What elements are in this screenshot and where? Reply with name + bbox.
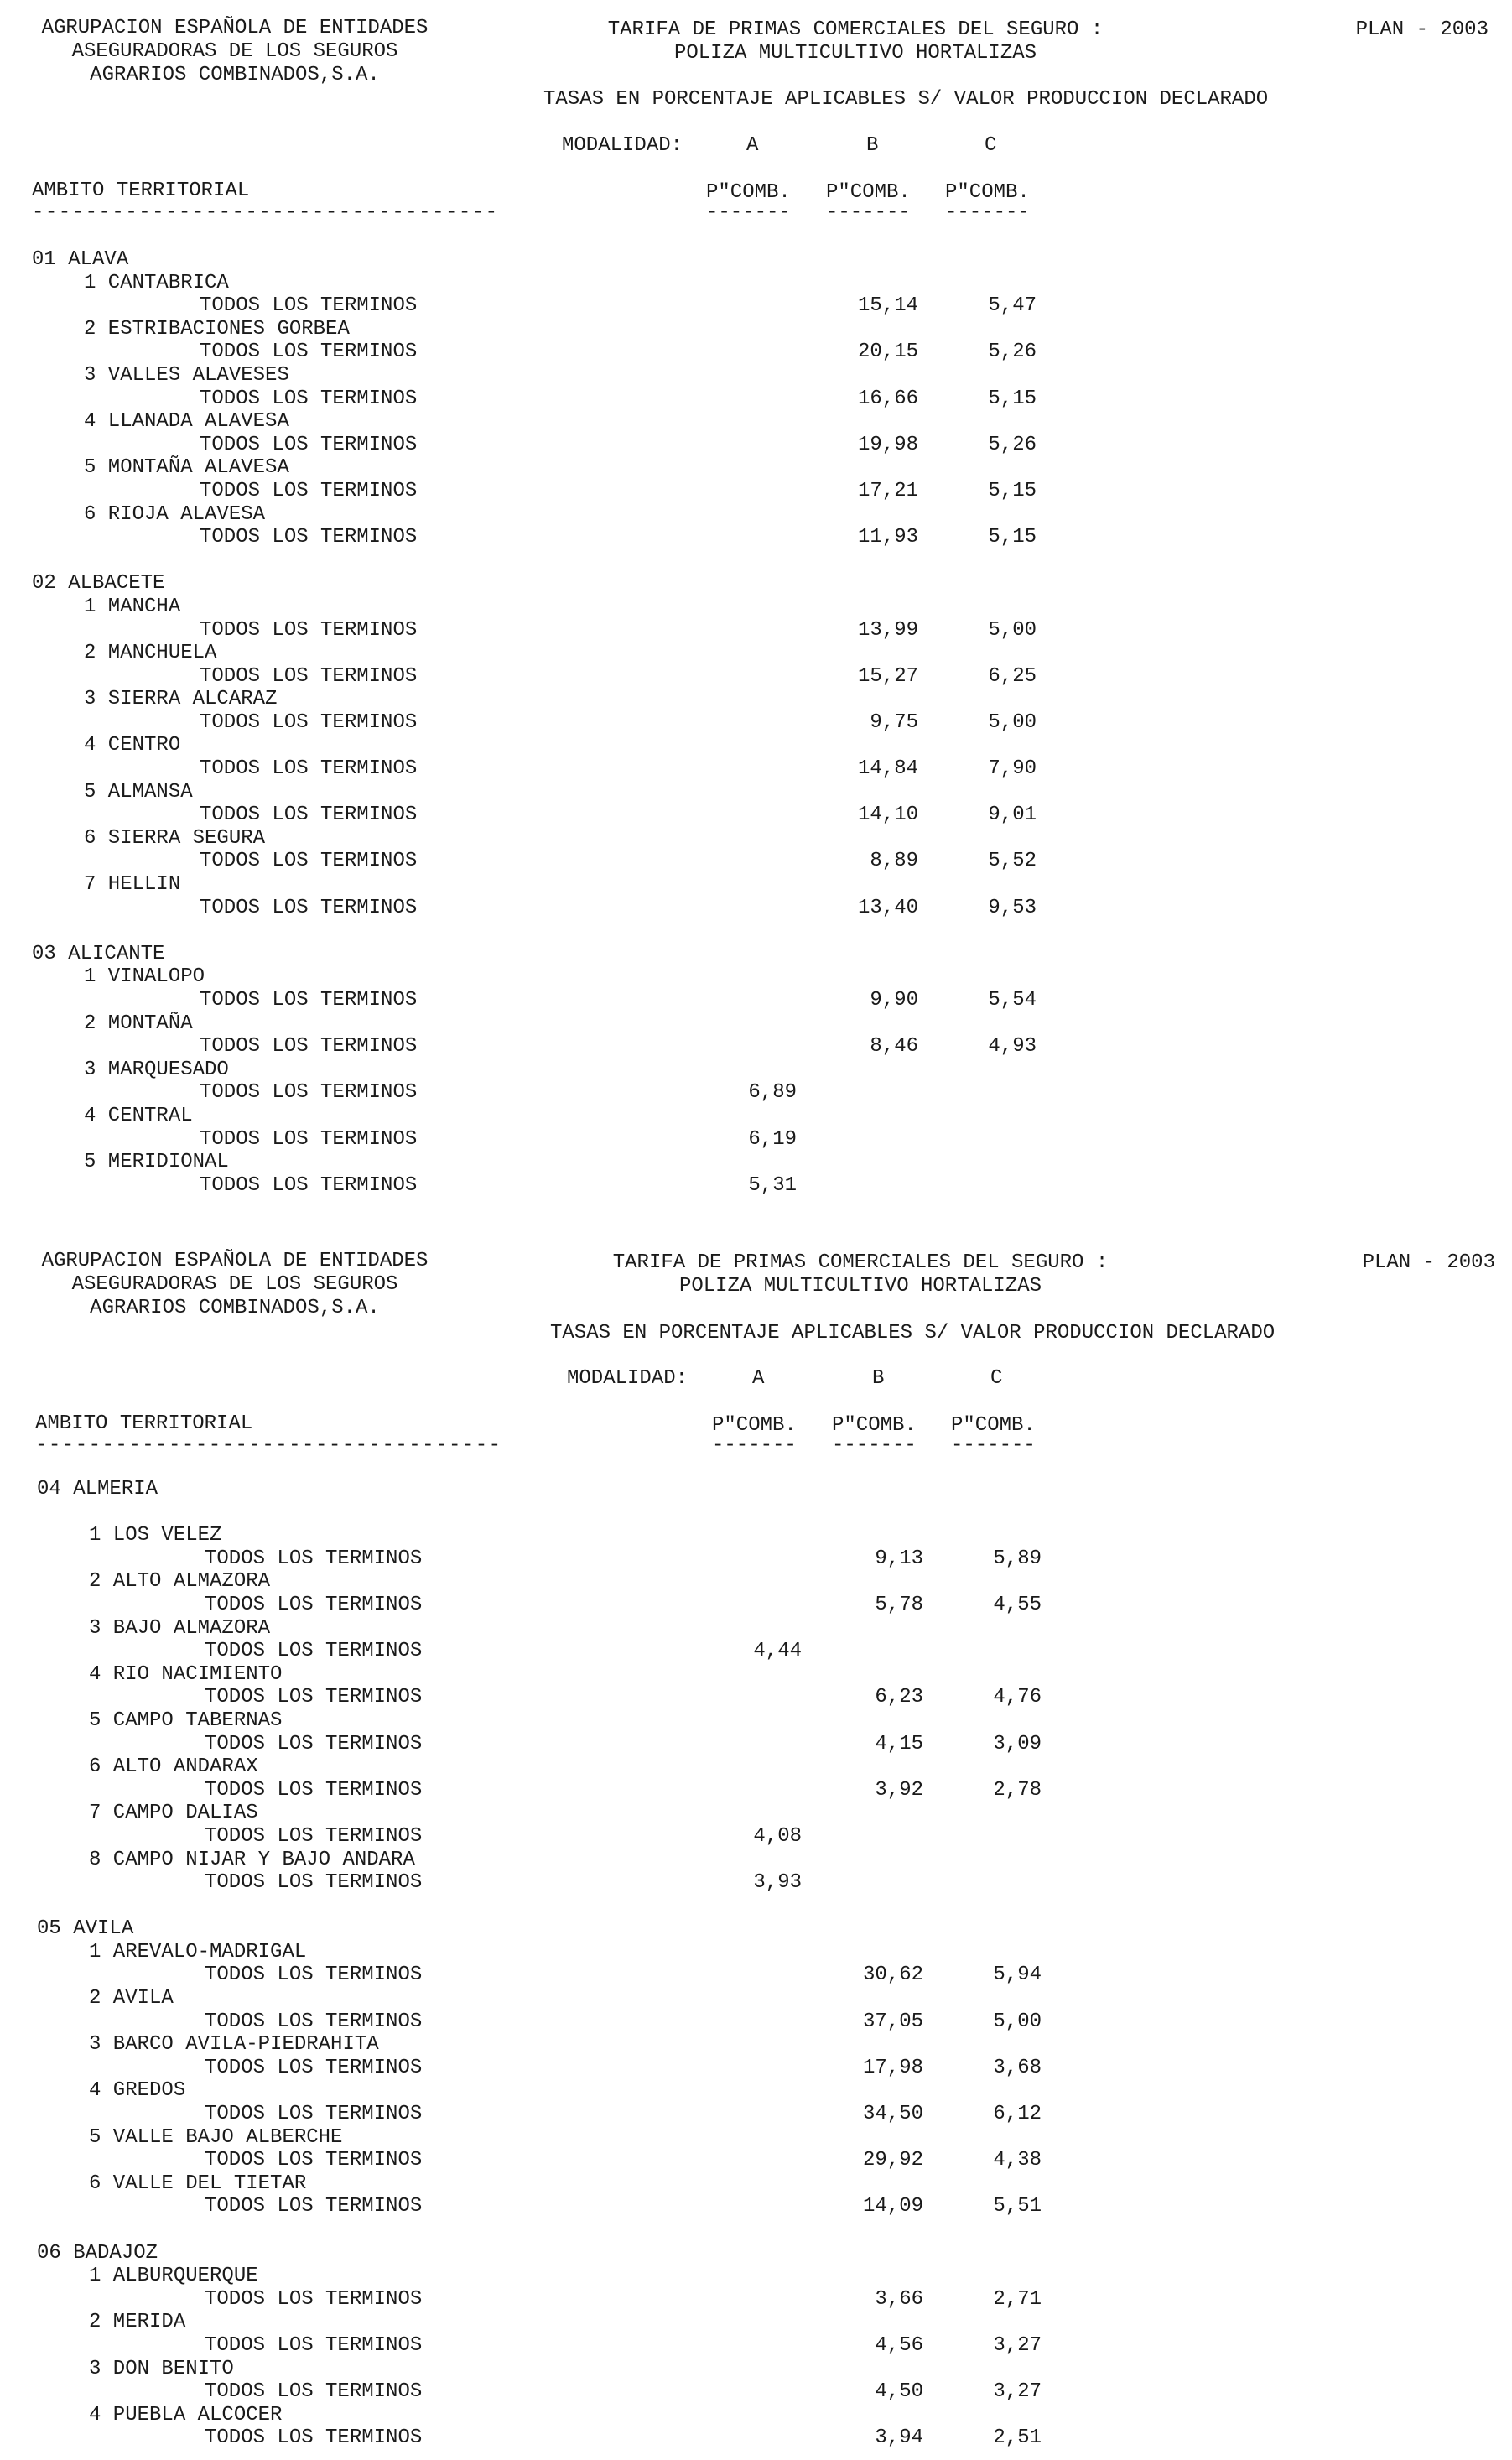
modalidad-label: MODALIDAD: (562, 134, 683, 157)
terms-row (0, 665, 1512, 689)
zone-row: 5 VALLE BAJO ALBERCHE (89, 2125, 343, 2149)
rate-b: 9,90 (870, 989, 918, 1012)
rate-b: 3,66 (875, 2287, 923, 2311)
plan-year: PLAN - 2003 (1355, 18, 1489, 41)
rate-c: 3,27 (993, 2380, 1042, 2404)
doc-title-line-2: POLIZA MULTICULTIVO HORTALIZAS (678, 1275, 1042, 1298)
terms-row (5, 1871, 1512, 1895)
terms-label: TODOS LOS TERMINOS (200, 433, 418, 456)
rate-c: 5,26 (988, 341, 1037, 364)
zone-row: 3 MARQUESADO (84, 1058, 229, 1081)
rate-b: 29,92 (862, 2149, 923, 2172)
terms-row (5, 2426, 1512, 2450)
org-name-line-1: AGRUPACION ESPAÑOLA DE ENTIDADES (41, 1250, 429, 1272)
rate-b: 37,05 (862, 2010, 923, 2033)
terms-label: TODOS LOS TERMINOS (200, 896, 418, 919)
terms-label: TODOS LOS TERMINOS (205, 2287, 423, 2311)
terms-row (0, 1128, 1512, 1152)
rate-c: 7,90 (988, 757, 1037, 781)
terms-row (5, 1686, 1512, 1709)
modalidad-a: A (746, 134, 759, 157)
province-row: 03 ALICANTE (32, 942, 165, 965)
terms-row (5, 2010, 1512, 2034)
zone-row: 8 CAMPO NIJAR Y BAJO ANDARA (89, 1848, 415, 1871)
terms-label: TODOS LOS TERMINOS (200, 757, 418, 781)
zone-row: 4 CENTRO (84, 734, 181, 757)
rate-c: 2,51 (993, 2426, 1042, 2450)
zone-row: 7 CAMPO DALIAS (89, 1802, 258, 1825)
zone-row: 1 AREVALO-MADRIGAL (89, 1940, 307, 1963)
rate-b: 6,23 (875, 1686, 923, 1709)
spacer (5, 1895, 1512, 1918)
ambito-territorial-heading: AMBITO TERRITORIAL (35, 1412, 253, 1435)
rate-b: 8,46 (870, 1035, 918, 1058)
col-header-b: P"COMB. (832, 1414, 917, 1437)
org-name-line-3: AGRARIOS COMBINADOS,S.A. (90, 64, 380, 86)
terms-label: TODOS LOS TERMINOS (200, 989, 418, 1012)
rate-b: 14,09 (862, 2195, 923, 2218)
rate-c: 6,25 (988, 664, 1037, 688)
terms-row (0, 1081, 1512, 1105)
rate-b: 15,14 (857, 294, 918, 318)
terms-label: TODOS LOS TERMINOS (200, 479, 418, 502)
terms-label: TODOS LOS TERMINOS (205, 1871, 423, 1895)
zone-row: 4 RIO NACIMIENTO (89, 1662, 283, 1686)
rate-c: 2,78 (993, 1778, 1042, 1802)
zone-row: 5 CAMPO TABERNAS (89, 1708, 283, 1732)
col-header-a: P"COMB. (706, 181, 791, 204)
spacer (5, 1501, 1512, 1525)
zone-row: 6 VALLE DEL TIETAR (89, 2171, 307, 2195)
zone-row: 2 MERIDA (89, 2311, 186, 2334)
zone-row: 3 BARCO AVILA-PIEDRAHITA (89, 2033, 379, 2057)
terms-label: TODOS LOS TERMINOS (205, 2149, 423, 2172)
rates-table (0, 248, 1512, 1197)
rate-a: 4,08 (753, 1824, 802, 1848)
rate-a: 6,19 (748, 1127, 797, 1151)
terms-row (0, 804, 1512, 827)
rate-b: 9,75 (870, 710, 918, 734)
rate-c: 5,51 (993, 2195, 1042, 2218)
ambito-territorial-heading: AMBITO TERRITORIAL (32, 179, 250, 202)
terms-label: TODOS LOS TERMINOS (200, 1035, 418, 1058)
zone-row: 3 SIERRA ALCARAZ (84, 688, 278, 711)
rate-b: 3,94 (875, 2426, 923, 2450)
terms-row (0, 1035, 1512, 1058)
zone-row: 5 ALMANSA (84, 780, 193, 804)
terms-label: TODOS LOS TERMINOS (205, 1732, 423, 1755)
rates-table (5, 1478, 1512, 2450)
terms-row (5, 2288, 1512, 2312)
rate-c: 5,00 (993, 2010, 1042, 2033)
zone-row: 3 DON BENITO (89, 2357, 234, 2380)
terms-label: TODOS LOS TERMINOS (205, 1686, 423, 1709)
terms-row (0, 757, 1512, 781)
terms-row (0, 711, 1512, 735)
terms-row (0, 897, 1512, 920)
terms-label: TODOS LOS TERMINOS (200, 710, 418, 734)
terms-label: TODOS LOS TERMINOS (200, 1081, 418, 1105)
zone-row: 5 MERIDIONAL (84, 1151, 229, 1174)
terms-row (5, 2149, 1512, 2172)
rate-c: 5,47 (988, 294, 1037, 318)
rate-c: 5,00 (988, 710, 1037, 734)
zone-row: 2 ALTO ALMAZORA (89, 1570, 271, 1594)
terms-label: TODOS LOS TERMINOS (205, 2333, 423, 2357)
terms-row (5, 1547, 1512, 1571)
terms-label: TODOS LOS TERMINOS (205, 1593, 423, 1616)
rate-c: 5,54 (988, 989, 1037, 1012)
terms-label: TODOS LOS TERMINOS (205, 1778, 423, 1802)
terms-label: TODOS LOS TERMINOS (205, 2103, 423, 2126)
terms-row (5, 2334, 1512, 2358)
rate-c: 4,38 (993, 2149, 1042, 2172)
terms-row (0, 341, 1512, 364)
rate-c: 5,89 (993, 1547, 1042, 1570)
province-row: 05 AVILA (37, 1917, 134, 1941)
rates-subtitle: TASAS EN PORCENTAJE APLICABLES S/ VALOR PRODUCCION DECLARADO (543, 88, 1269, 111)
org-name-line-2: ASEGURADORAS DE LOS SEGUROS (71, 1273, 398, 1296)
terms-label: TODOS LOS TERMINOS (200, 526, 418, 549)
zone-row: 4 CENTRAL (84, 1104, 193, 1127)
rate-c: 5,52 (988, 850, 1037, 873)
rate-c: 4,55 (993, 1593, 1042, 1616)
spacer (5, 2218, 1512, 2242)
col-header-b: P"COMB. (826, 181, 911, 204)
rate-a: 3,93 (753, 1871, 802, 1895)
modalidad-label: MODALIDAD: (567, 1367, 688, 1390)
rate-c: 5,15 (988, 526, 1037, 549)
province-row: 04 ALMERIA (37, 1478, 158, 1500)
zone-row: 6 RIOJA ALAVESA (84, 502, 266, 526)
rate-b: 5,78 (875, 1593, 923, 1616)
rate-c: 5,94 (993, 1963, 1042, 1987)
rate-c: 3,68 (993, 2056, 1042, 2079)
rate-b: 4,56 (875, 2333, 923, 2357)
modalidad-c: C (990, 1367, 1003, 1390)
col-rule-a: ------- (706, 201, 791, 224)
terms-row (5, 1825, 1512, 1849)
terms-label: TODOS LOS TERMINOS (200, 387, 418, 410)
zone-row: 5 MONTAÑA ALAVESA (84, 456, 289, 480)
rate-c: 3,09 (993, 1732, 1042, 1755)
rate-b: 20,15 (857, 341, 918, 364)
terms-row (0, 480, 1512, 503)
terms-row (0, 989, 1512, 1012)
spacer (0, 549, 1512, 573)
terms-row (0, 526, 1512, 549)
terms-label: TODOS LOS TERMINOS (200, 850, 418, 873)
modalidad-c: C (985, 134, 997, 157)
org-name-line-3: AGRARIOS COMBINADOS,S.A. (90, 1297, 380, 1319)
terms-label: TODOS LOS TERMINOS (205, 2380, 423, 2404)
rate-c: 9,53 (988, 896, 1037, 919)
province-row: 06 BADAJOZ (37, 2241, 158, 2265)
zone-row: 4 LLANADA ALAVESA (84, 410, 289, 434)
rate-c: 5,15 (988, 479, 1037, 502)
zone-row: 1 MANCHA (84, 595, 181, 618)
zone-row: 2 MANCHUELA (84, 642, 217, 665)
rate-c: 3,27 (993, 2333, 1042, 2357)
doc-title-line-1: TARIFA DE PRIMAS COMERCIALES DEL SEGURO : (607, 18, 1104, 41)
org-name-line-1: AGRUPACION ESPAÑOLA DE ENTIDADES (41, 17, 429, 39)
zone-row: 1 VINALOPO (84, 965, 205, 989)
zone-row: 1 LOS VELEZ (89, 1524, 222, 1547)
terms-label: TODOS LOS TERMINOS (205, 1963, 423, 1987)
rate-b: 16,66 (857, 387, 918, 410)
rate-b: 34,50 (862, 2103, 923, 2126)
col-header-a: P"COMB. (712, 1414, 797, 1437)
rate-a: 5,31 (748, 1173, 797, 1197)
terms-row (0, 294, 1512, 318)
doc-title-line-2: POLIZA MULTICULTIVO HORTALIZAS (673, 42, 1037, 65)
rate-b: 14,84 (857, 757, 918, 781)
terms-label: TODOS LOS TERMINOS (200, 341, 418, 364)
rate-b: 13,99 (857, 618, 918, 642)
ambito-rule: ----------------------------------- (32, 201, 499, 224)
zone-row: 3 BAJO ALMAZORA (89, 1616, 271, 1640)
zone-row: 6 ALTO ANDARAX (89, 1755, 258, 1779)
terms-label: TODOS LOS TERMINOS (200, 618, 418, 642)
zone-row: 1 ALBURQUERQUE (89, 2265, 258, 2288)
zone-row: 6 SIERRA SEGURA (84, 826, 266, 850)
terms-row (5, 2103, 1512, 2126)
terms-row (0, 1174, 1512, 1198)
plan-year: PLAN - 2003 (1362, 1251, 1495, 1274)
rate-c: 5,26 (988, 433, 1037, 456)
ambito-rule: ----------------------------------- (35, 1434, 502, 1457)
terms-label: TODOS LOS TERMINOS (205, 1640, 423, 1663)
terms-label: TODOS LOS TERMINOS (205, 1547, 423, 1570)
terms-row (0, 434, 1512, 457)
terms-label: TODOS LOS TERMINOS (200, 664, 418, 688)
terms-row (0, 387, 1512, 411)
rate-b: 30,62 (862, 1963, 923, 1987)
terms-label: TODOS LOS TERMINOS (205, 2426, 423, 2450)
terms-row (5, 2057, 1512, 2080)
zone-row: 4 PUEBLA ALCOCER (89, 2403, 283, 2426)
terms-row (5, 1733, 1512, 1756)
rate-c: 9,01 (988, 804, 1037, 827)
zone-row: 4 GREDOS (89, 2079, 186, 2103)
doc-title-line-1: TARIFA DE PRIMAS COMERCIALES DEL SEGURO : (612, 1251, 1109, 1274)
rate-c: 4,76 (993, 1686, 1042, 1709)
zone-row: 1 CANTABRICA (84, 271, 229, 294)
col-header-c: P"COMB. (951, 1414, 1036, 1437)
rate-a: 6,89 (748, 1081, 797, 1105)
terms-row (5, 1594, 1512, 1617)
spacer (0, 919, 1512, 943)
col-rule-a: ------- (712, 1434, 797, 1457)
rates-subtitle: TASAS EN PORCENTAJE APLICABLES S/ VALOR PRODUCCION DECLARADO (550, 1322, 1276, 1344)
rate-b: 17,21 (857, 479, 918, 502)
terms-label: TODOS LOS TERMINOS (205, 2056, 423, 2079)
zone-row: 7 HELLIN (84, 873, 181, 897)
col-rule-c: ------- (951, 1434, 1036, 1457)
terms-label: TODOS LOS TERMINOS (200, 1173, 418, 1197)
zone-row: 2 AVILA (89, 1987, 174, 2010)
terms-label: TODOS LOS TERMINOS (205, 1824, 423, 1848)
terms-label: TODOS LOS TERMINOS (205, 2010, 423, 2033)
rate-b: 11,93 (857, 526, 918, 549)
col-rule-b: ------- (826, 201, 911, 224)
rate-c: 5,00 (988, 618, 1037, 642)
terms-row (5, 2195, 1512, 2218)
col-header-c: P"COMB. (945, 181, 1030, 204)
rate-b: 17,98 (862, 2056, 923, 2079)
province-row: 01 ALAVA (32, 248, 129, 271)
rate-c: 5,15 (988, 387, 1037, 410)
terms-row (5, 2380, 1512, 2404)
rate-b: 19,98 (857, 433, 918, 456)
modalidad-b: B (872, 1367, 885, 1390)
terms-label: TODOS LOS TERMINOS (205, 2195, 423, 2218)
rate-c: 4,93 (988, 1035, 1037, 1058)
terms-row (5, 1963, 1512, 1987)
terms-label: TODOS LOS TERMINOS (200, 804, 418, 827)
zone-row: 2 ESTRIBACIONES GORBEA (84, 317, 350, 341)
terms-label: TODOS LOS TERMINOS (200, 1127, 418, 1151)
rate-a: 4,44 (753, 1640, 802, 1663)
rate-b: 15,27 (857, 664, 918, 688)
rate-b: 13,40 (857, 896, 918, 919)
rate-b: 4,50 (875, 2380, 923, 2404)
modalidad-a: A (752, 1367, 765, 1390)
col-rule-c: ------- (945, 201, 1030, 224)
rate-b: 14,10 (857, 804, 918, 827)
terms-row (5, 1779, 1512, 1802)
province-row: 02 ALBACETE (32, 572, 165, 595)
rate-c: 2,71 (993, 2287, 1042, 2311)
terms-label: TODOS LOS TERMINOS (200, 294, 418, 318)
terms-row (0, 850, 1512, 873)
zone-row: 3 VALLES ALAVESES (84, 363, 289, 387)
rate-b: 8,89 (870, 850, 918, 873)
rate-b: 4,15 (875, 1732, 923, 1755)
org-name-line-2: ASEGURADORAS DE LOS SEGUROS (71, 40, 398, 63)
rate-b: 9,13 (875, 1547, 923, 1570)
zone-row: 2 MONTAÑA (84, 1012, 193, 1035)
rate-c: 6,12 (993, 2103, 1042, 2126)
modalidad-b: B (866, 134, 879, 157)
rate-b: 3,92 (875, 1778, 923, 1802)
col-rule-b: ------- (832, 1434, 917, 1457)
terms-row (0, 619, 1512, 642)
terms-row (5, 1640, 1512, 1663)
